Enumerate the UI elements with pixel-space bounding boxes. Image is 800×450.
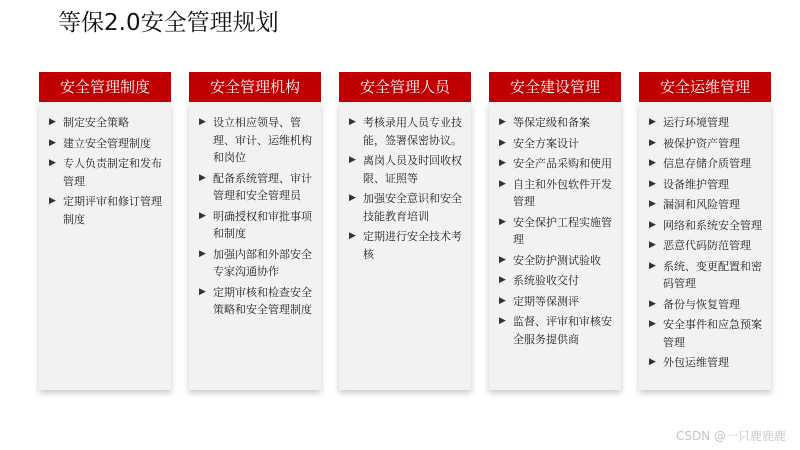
bullet-icon: ▶ — [649, 240, 656, 250]
bullet-icon: ▶ — [499, 117, 506, 127]
list-item-text: 外包运维管理 — [663, 356, 729, 369]
bullet-icon: ▶ — [349, 193, 356, 203]
item-list — [489, 102, 621, 348]
list-item — [197, 284, 315, 319]
list-item — [347, 190, 465, 225]
list-item-text: 制定安全策略 — [63, 116, 129, 129]
list-item — [347, 114, 465, 149]
list-item-text: 自主和外包软件开发管理 — [513, 177, 612, 208]
item-list — [339, 102, 471, 263]
list-item — [647, 354, 765, 372]
list-item — [647, 296, 765, 314]
bullet-icon: ▶ — [649, 199, 656, 209]
list-item — [647, 237, 765, 255]
list-item — [647, 155, 765, 173]
bullet-icon: ▶ — [199, 117, 206, 127]
list-item — [497, 135, 615, 153]
list-item-text: 设立相应领导、管理、审计、运维机构和岗位 — [213, 116, 312, 164]
list-item — [497, 293, 615, 311]
bullet-icon: ▶ — [649, 260, 656, 271]
list-item-text: 定期进行安全技术考核 — [363, 230, 462, 261]
list-item-text: 安全防护测试验收 — [513, 253, 601, 267]
list-item-text: 安全事件和应急预案管理 — [663, 318, 762, 349]
bullet-icon: ▶ — [649, 219, 656, 230]
list-item-text: 定期审核和检查安全策略和安全管理制度 — [213, 285, 312, 316]
list-item — [497, 114, 615, 132]
list-item — [497, 155, 615, 173]
bullet-icon: ▶ — [499, 158, 506, 168]
list-item — [47, 114, 165, 132]
column-header: 安全管理制度 — [39, 72, 171, 102]
bullet-icon: ▶ — [199, 248, 206, 259]
list-item-text: 加强内部和外部安全专家沟通协作 — [213, 247, 312, 278]
column-security-operations — [639, 72, 771, 390]
column-body — [39, 102, 171, 390]
column-header: 安全建设管理 — [489, 72, 621, 102]
list-item-text: 安全方案设计 — [513, 136, 579, 150]
column-security-organization — [189, 72, 321, 390]
list-item-text: 定期等保测评 — [513, 294, 579, 308]
list-item-text: 监督、评审和审核安全服务提供商 — [513, 315, 612, 346]
bullet-icon: ▶ — [649, 319, 656, 329]
list-item-text: 配备系统管理、审计管理和安全管理员 — [213, 171, 312, 202]
bullet-icon: ▶ — [499, 137, 506, 148]
bullet-icon: ▶ — [349, 117, 356, 127]
list-item — [197, 114, 315, 167]
list-item-text: 建立安全管理制度 — [63, 136, 151, 150]
list-item — [647, 196, 765, 214]
list-item-text: 明确授权和审批事项和制度 — [213, 209, 312, 240]
item-list — [39, 102, 171, 228]
list-item — [347, 152, 465, 187]
list-item — [497, 214, 615, 249]
list-item-text: 等保定级和备案 — [513, 116, 590, 129]
bullet-icon: ▶ — [649, 298, 656, 309]
column-body — [489, 102, 621, 390]
list-item — [47, 155, 165, 190]
list-item-text: 安全产品采购和使用 — [513, 157, 612, 170]
bullet-icon: ▶ — [499, 216, 506, 227]
column-body — [639, 102, 771, 390]
bullet-icon: ▶ — [499, 254, 506, 265]
list-item — [647, 217, 765, 235]
list-item-text: 加强安全意识和安全技能教育培训 — [363, 192, 462, 223]
bullet-icon: ▶ — [49, 196, 56, 206]
item-list — [639, 102, 771, 372]
list-item-text: 运行环境管理 — [663, 116, 729, 129]
column-body — [339, 102, 471, 390]
bullet-icon: ▶ — [649, 158, 656, 168]
column-security-construction — [489, 72, 621, 390]
list-item — [647, 258, 765, 293]
bullet-icon: ▶ — [49, 137, 56, 148]
watermark: CSDN @一只鹿鹿鹿 — [675, 429, 786, 443]
list-item-text: 安全保护工程实施管理 — [513, 215, 612, 246]
column-security-personnel — [339, 72, 471, 390]
list-item-text: 离岗人员及时回收权限、证照等 — [363, 154, 462, 185]
column-header: 安全管理人员 — [339, 72, 471, 102]
list-item — [47, 135, 165, 153]
list-item-text: 被保护资产管理 — [663, 136, 740, 150]
list-item — [197, 208, 315, 243]
list-item — [47, 193, 165, 228]
column-header: 安全管理机构 — [189, 72, 321, 102]
column-security-policy — [39, 72, 171, 390]
page-title: 等保2.0安全管理规划 — [58, 10, 279, 36]
list-item — [497, 252, 615, 270]
bullet-icon: ▶ — [49, 158, 56, 168]
list-item-text: 考核录用人员专业技能，签署保密协议。 — [363, 116, 462, 147]
bullet-icon: ▶ — [499, 295, 506, 306]
list-item-text: 系统验收交付 — [513, 274, 579, 287]
list-item — [647, 316, 765, 351]
list-item — [497, 313, 615, 348]
bullet-icon: ▶ — [499, 316, 506, 326]
list-item-text: 恶意代码防范管理 — [663, 239, 751, 252]
bullet-icon: ▶ — [649, 117, 656, 127]
list-item — [647, 176, 765, 194]
column-body — [189, 102, 321, 390]
bullet-icon: ▶ — [649, 137, 656, 148]
bullet-icon: ▶ — [499, 178, 506, 189]
item-list — [189, 102, 321, 319]
list-item-text: 专人负责制定和发布管理 — [63, 157, 162, 188]
list-item-text: 信息存储介质管理 — [663, 157, 751, 170]
bullet-icon: ▶ — [349, 155, 356, 165]
list-item — [347, 228, 465, 263]
list-item-text: 系统、变更配置和密码管理 — [663, 259, 762, 290]
column-header: 安全运维管理 — [639, 72, 771, 102]
bullet-icon: ▶ — [199, 286, 206, 297]
list-item-text: 网络和系统安全管理 — [663, 218, 762, 232]
list-item — [497, 272, 615, 290]
list-item — [197, 170, 315, 205]
list-item — [647, 114, 765, 132]
list-item-text: 设备维护管理 — [663, 177, 729, 191]
list-item — [497, 176, 615, 211]
list-item-text: 备份与恢复管理 — [663, 297, 740, 311]
list-item-text: 定期评审和修订管理制度 — [63, 195, 162, 226]
bullet-icon: ▶ — [349, 231, 356, 241]
bullet-icon: ▶ — [199, 210, 206, 221]
bullet-icon: ▶ — [49, 117, 56, 127]
bullet-icon: ▶ — [499, 275, 506, 285]
list-item — [647, 135, 765, 153]
bullet-icon: ▶ — [649, 178, 656, 189]
bullet-icon: ▶ — [199, 172, 206, 183]
list-item-text: 漏洞和风险管理 — [663, 198, 740, 211]
list-item — [197, 246, 315, 281]
bullet-icon: ▶ — [649, 357, 656, 367]
